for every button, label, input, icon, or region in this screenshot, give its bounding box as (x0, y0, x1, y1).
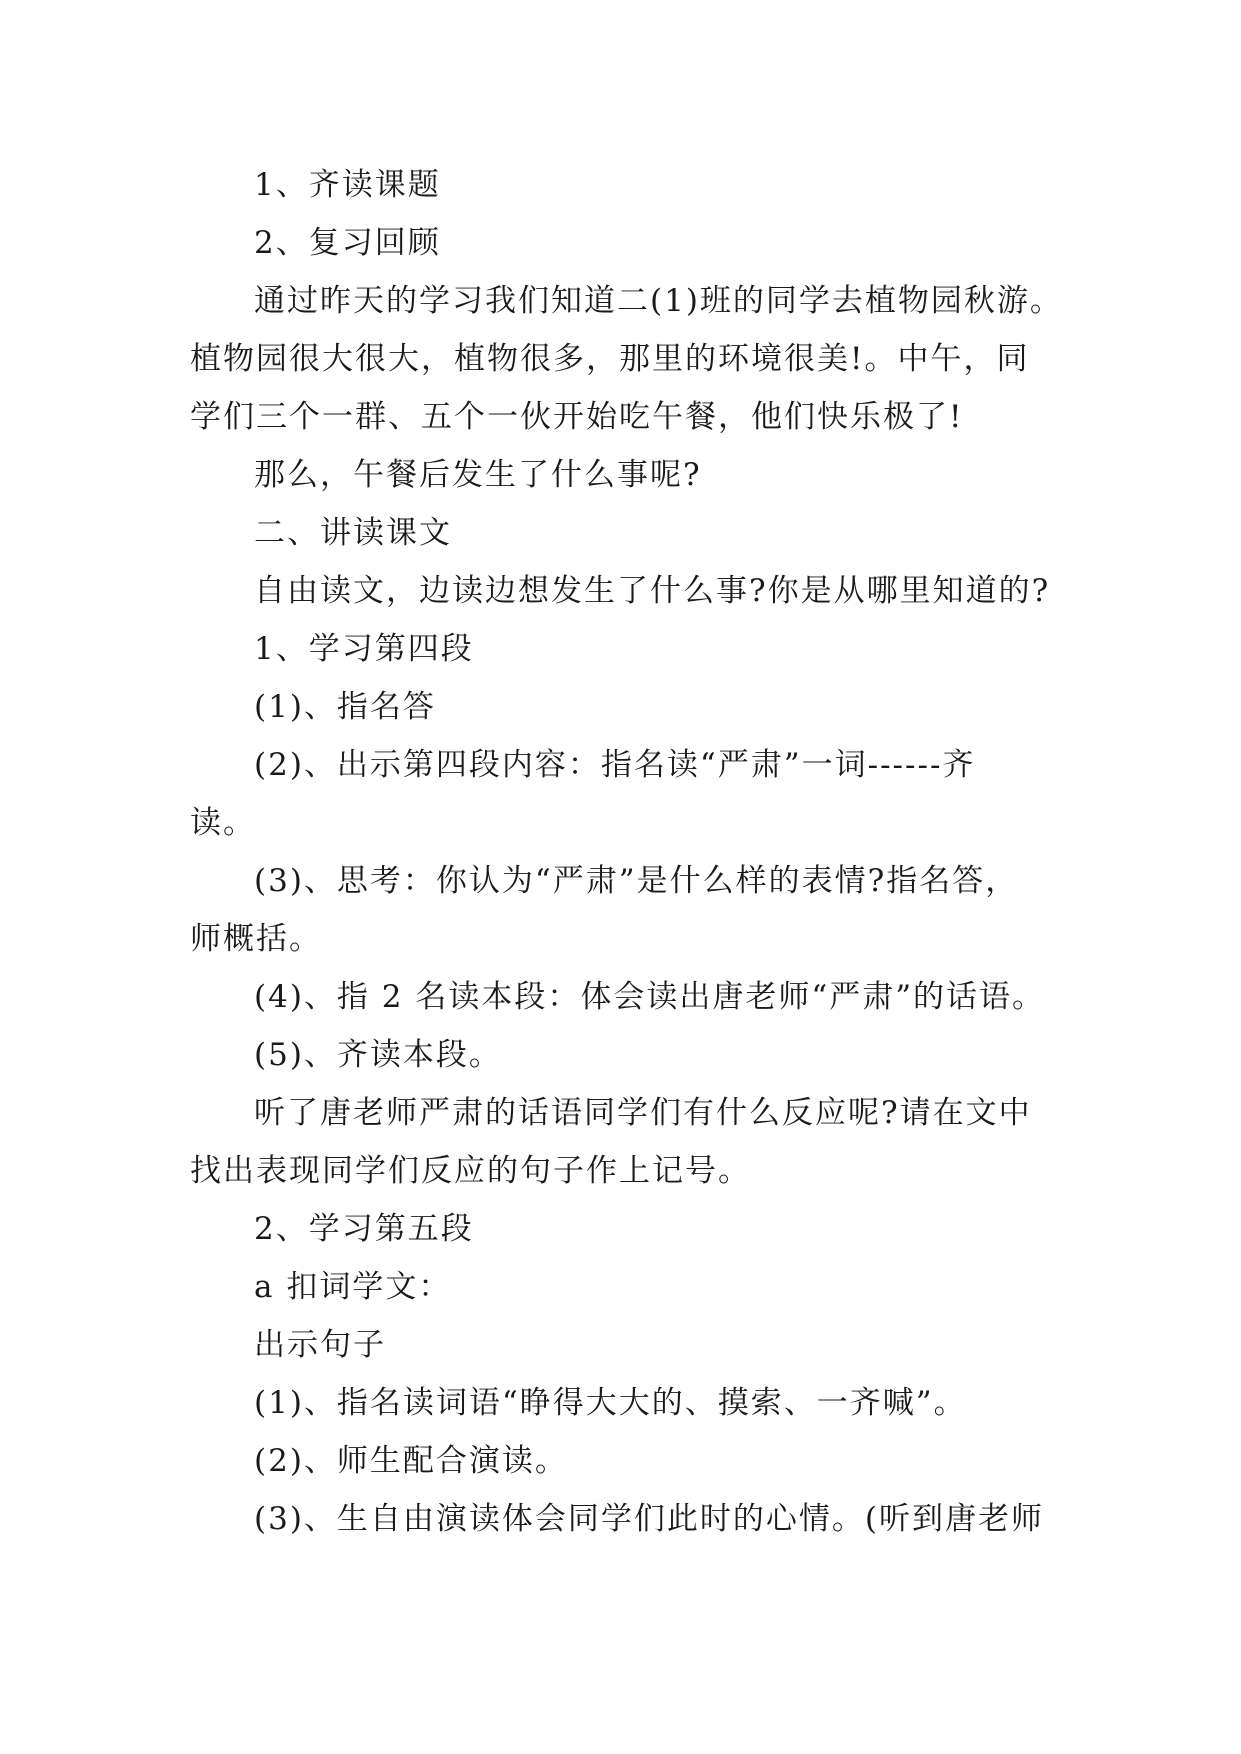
paragraph-1 (190, 156, 1070, 214)
paragraph-4 (190, 446, 1070, 504)
text-line: 2、复习回顾 (254, 225, 441, 261)
text-line: (2)、出示第四段内容：指名读“严肃”一词------齐 (254, 747, 976, 783)
paragraph-12 (190, 1026, 1070, 1084)
text-line: (5)、齐读本段。 (254, 1037, 502, 1073)
paragraph-17 (190, 1374, 1070, 1432)
section-heading (190, 504, 1070, 562)
text-line: (4)、指 2 名读本段：体会读出唐老师“严肃”的话语。 (254, 979, 1046, 1015)
text-line: (1)、指名答 (254, 689, 436, 725)
paragraph-11 (190, 968, 1070, 1026)
paragraph-6 (190, 562, 1070, 620)
text-line: 1、学习第四段 (254, 631, 474, 667)
paragraph-13 (190, 1084, 1070, 1200)
paragraph-16 (190, 1316, 1070, 1374)
paragraph-3 (190, 272, 1070, 446)
text-line: 自由读文，边读边想发生了什么事?你是从哪里知道的? (254, 573, 1051, 609)
paragraph-18 (190, 1432, 1070, 1490)
text-line: 通过昨天的学习我们知道二(1)班的同学去植物园秋游。 (254, 283, 1063, 319)
text-line: 师概括。 (190, 921, 322, 957)
text-line: (3)、思考：你认为“严肃”是什么样的表情?指名答， (254, 863, 1019, 899)
paragraph-10 (190, 852, 1070, 968)
text-line: 那么，午餐后发生了什么事呢? (254, 457, 702, 493)
text-line: 二、讲读课文 (254, 515, 452, 551)
text-line: 2、学习第五段 (254, 1211, 474, 1247)
text-line: 出示句子 (254, 1327, 386, 1363)
paragraph-7 (190, 620, 1070, 678)
document-body (190, 156, 1070, 1548)
paragraph-14 (190, 1200, 1070, 1258)
text-line: 植物园很大很大，植物很多，那里的环境很美!。中午，同 (190, 341, 1030, 377)
text-line: 学们三个一群、五个一伙开始吃午餐，他们快乐极了! (190, 399, 964, 435)
text-line: (3)、生自由演读体会同学们此时的心情。(听到唐老师 (254, 1501, 1045, 1537)
paragraph-19 (190, 1490, 1070, 1548)
paragraph-8 (190, 678, 1070, 736)
text-line: 读。 (190, 805, 256, 841)
text-line: 找出表现同学们反应的句子作上记号。 (190, 1153, 751, 1189)
paragraph-15 (190, 1258, 1070, 1316)
paragraph-9 (190, 736, 1070, 852)
paragraph-2 (190, 214, 1070, 272)
text-line: 1、齐读课题 (254, 167, 441, 203)
text-line: (2)、师生配合演读。 (254, 1443, 568, 1479)
text-line: 听了唐老师严肃的话语同学们有什么反应呢?请在文中 (254, 1095, 1032, 1131)
text-line: (1)、指名读词语“睁得大大的、摸索、一齐喊”。 (254, 1385, 967, 1421)
text-line: a 扣词学文： (254, 1269, 452, 1305)
